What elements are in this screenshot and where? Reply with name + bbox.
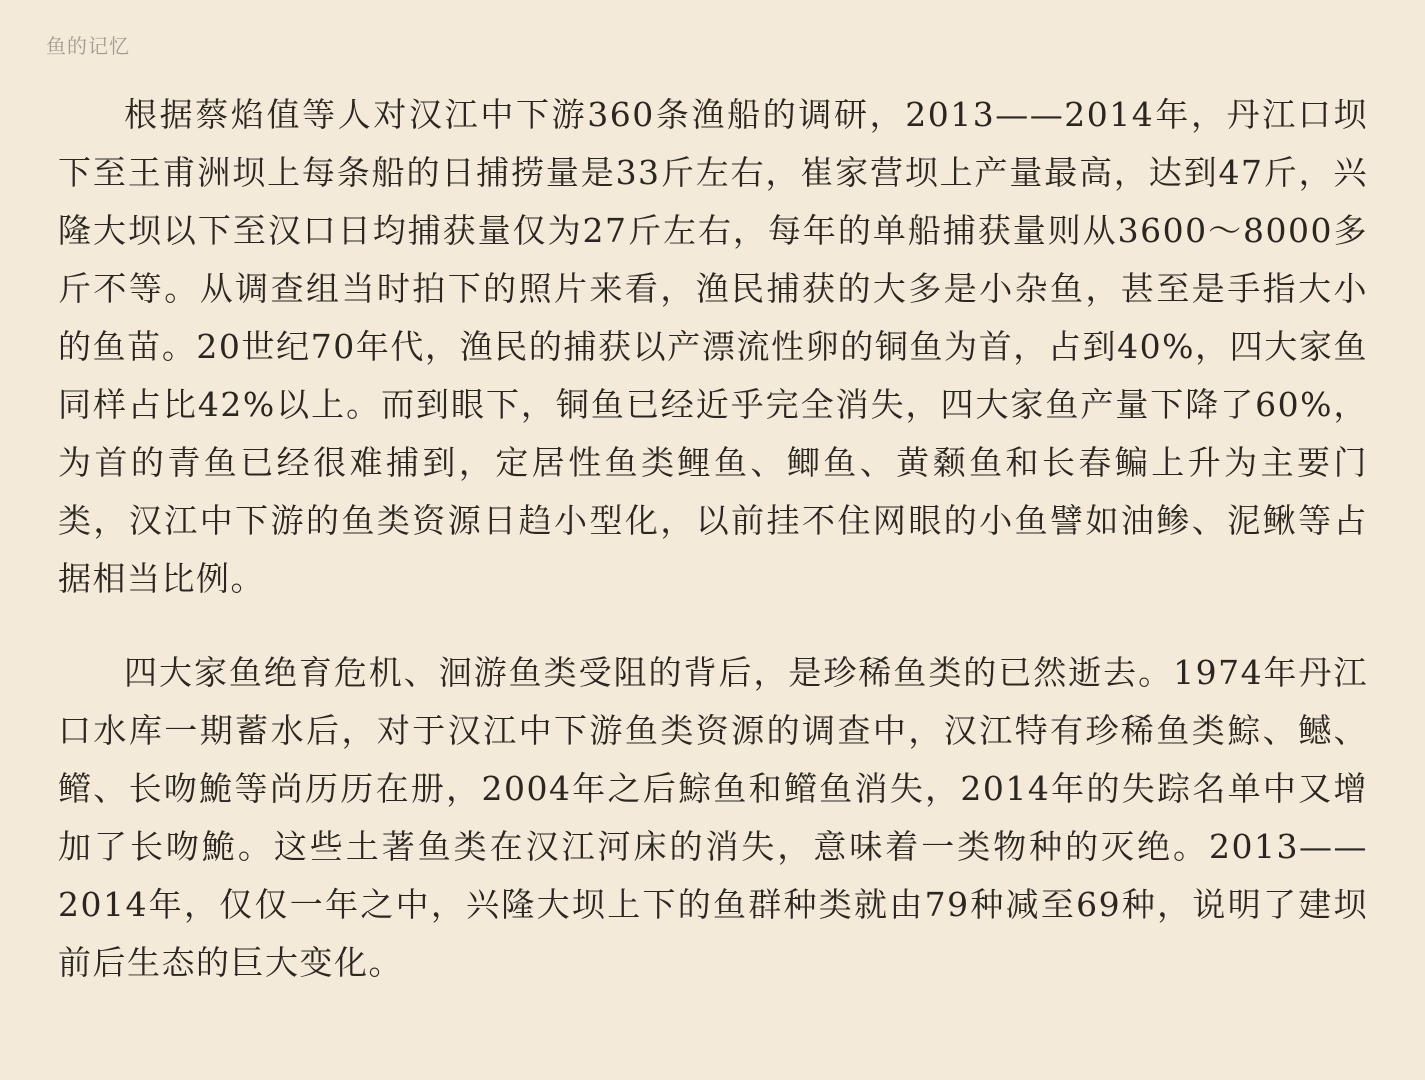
chapter-title: 鱼的记忆 bbox=[46, 34, 130, 58]
paragraph-2: 四大家鱼绝育危机、洄游鱼类受阻的背后，是珍稀鱼类的已然逝去。1974年丹江口水库一期蓄水后，对于汉江中下游鱼类资源的调查中，汉江特有珍稀鱼类鯮、鳡、鳤、长吻鮠等尚历历在册，2004年之后鯮鱼和鳤鱼消失，2014年的失踪名单中又增加了长吻鮠。这些土著鱼类在汉江河床的消失，意味着一类物种的灭绝。2013——2014年，仅仅一年之中，兴隆大坝上下的鱼群种类就由79种减至69种，说明了建坝前后生态的巨大变化。 bbox=[58, 653, 1368, 982]
article-body bbox=[58, 86, 1368, 992]
paragraph-1: 根据蔡焰值等人对汉江中下游360条渔船的调研，2013——2014年，丹江口坝下至王甫洲坝上每条船的日捕捞量是33斤左右，崔家营坝上产量最高，达到47斤，兴隆大坝以下至汉口日均捕获量仅为27斤左右，每年的单船捕获量则从3600～8000多斤不等。从调查组当时拍下的照片来看，渔民捕获的大多是小杂鱼，甚至是手指大小的鱼苗。20世纪70年代，渔民的捕获以产漂流性卵的铜鱼为首，占到40%，四大家鱼同样占比42%以上。而到眼下，铜鱼已经近乎完全消失，四大家鱼产量下降了60%，为首的青鱼已经很难捕到，定居性鱼类鲤鱼、鲫鱼、黄颡鱼和长春鳊上升为主要门类，汉江中下游的鱼类资源日趋小型化，以前挂不住网眼的小鱼譬如油鲹、泥鳅等占据相当比例。 bbox=[58, 95, 1368, 598]
